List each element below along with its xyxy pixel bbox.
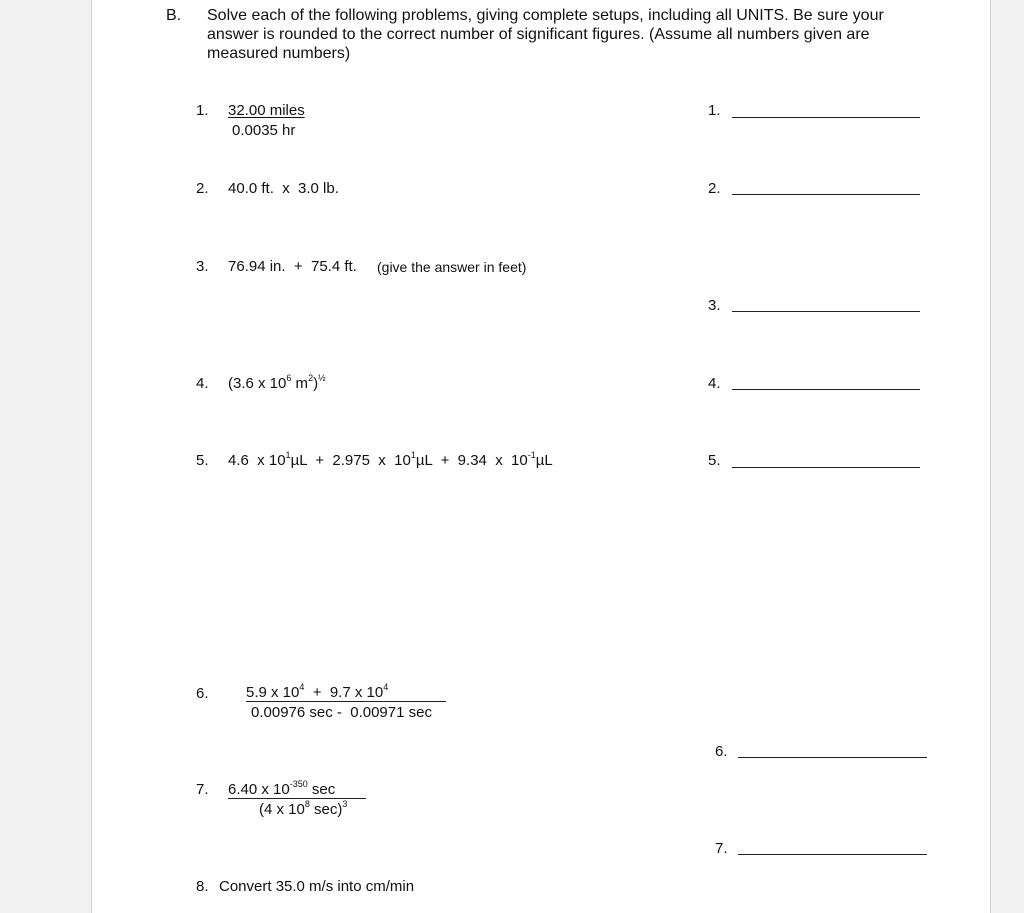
problem-7-number: 7.	[196, 781, 209, 798]
problem-3-number: 3.	[196, 258, 209, 275]
problem-6-num-term-1: 5.9 x 10	[246, 684, 300, 701]
problem-1-denominator: 0.0035 hr	[232, 122, 296, 139]
answer-7-label: 7.	[715, 840, 728, 857]
problem-2-expression: 40.0 ft. x 3.0 lb.	[228, 180, 339, 197]
problem-8-text: 8.	[196, 878, 209, 895]
answer-4-blank[interactable]	[732, 389, 920, 390]
problem-5-exp-2: 1	[410, 450, 416, 460]
problem-1-numerator: 32.00 miles	[228, 102, 305, 119]
problem-6-num-term-2: + 9.7 x 10	[304, 684, 384, 701]
problem-6-number: 6.	[196, 685, 209, 702]
problem-5-expression	[228, 452, 553, 470]
problem-1-number: 1.	[196, 102, 209, 119]
problem-4-number: 4.	[196, 375, 209, 392]
problem-5-term-2: µL + 2.975 x 10	[290, 452, 411, 469]
problem-7-den-exp-1: 8	[304, 799, 310, 809]
problem-4-close: )	[313, 375, 319, 392]
answer-2-label: 2.	[708, 180, 721, 197]
answer-7-blank[interactable]	[738, 854, 927, 855]
problem-2-number: 2.	[196, 180, 209, 197]
problem-5-term-1: 4.6 x 10	[228, 452, 286, 469]
answer-5-label: 5.	[708, 452, 721, 469]
answer-4-label: 4.	[708, 375, 721, 392]
problem-7-den-term: (4 x 10	[259, 801, 305, 818]
problem-4-unit: m	[291, 375, 309, 392]
problem-6-fraction-bar	[246, 701, 446, 702]
problem-4-base: (3.6 x 10	[228, 375, 287, 392]
instructions-line-3: measured numbers)	[207, 45, 351, 62]
problem-7-num-term: 6.40 x 10	[228, 781, 290, 798]
problem-4-expression	[228, 375, 326, 393]
problem-5-term-3: µL + 9.34 x 10	[415, 452, 528, 469]
problem-7-num-exp: -350	[289, 779, 308, 789]
problem-4-exp3: ½	[318, 373, 326, 383]
problem-7-denominator	[259, 801, 347, 819]
section-letter: B.	[166, 7, 182, 24]
problem-3-note: (give the answer in feet)	[377, 259, 527, 275]
instructions-line-2: answer is rounded to the correct number of significant figures. (Assume all numbers given are	[207, 26, 870, 43]
answer-2-blank[interactable]	[732, 194, 920, 195]
problem-6-denominator: 0.00976 sec - 0.00971 sec	[251, 704, 432, 721]
instructions-line-1: Solve each of the following problems, giving complete setups, including all UNITS. Be sure your	[207, 7, 884, 24]
problem-6-num-exp-2: 4	[383, 682, 389, 692]
answer-1-label: 1.	[708, 102, 721, 119]
problem-6-num-exp-1: 4	[299, 682, 305, 692]
section-instructions	[207, 6, 927, 63]
answer-3-label: 3.	[708, 297, 721, 314]
problem-3-expression: 76.94 in. + 75.4 ft.	[228, 258, 357, 275]
answer-6-label: 6.	[715, 743, 728, 760]
answer-6-blank[interactable]	[738, 757, 927, 758]
problem-7-num-unit: sec	[307, 781, 336, 798]
problem-6-numerator	[246, 684, 388, 702]
problem-7-numerator	[228, 781, 335, 799]
problem-4-exp2: 2	[308, 373, 314, 383]
problem-5-exp-1: 1	[285, 450, 291, 460]
answer-3-blank[interactable]	[732, 311, 920, 312]
problem-8-expression: Convert 35.0 m/s into cm/min	[219, 878, 415, 895]
problem-7-den-exp-2: 3	[342, 799, 348, 809]
problem-4-exp1: 6	[286, 373, 292, 383]
problem-5-exp-3: -1	[527, 450, 536, 460]
problem-5-unit: µL	[535, 452, 553, 469]
answer-5-blank[interactable]	[732, 467, 920, 468]
problem-5-number: 5.	[196, 452, 209, 469]
problem-7-den-unit: sec)	[309, 801, 343, 818]
answer-1-blank[interactable]	[732, 117, 920, 118]
